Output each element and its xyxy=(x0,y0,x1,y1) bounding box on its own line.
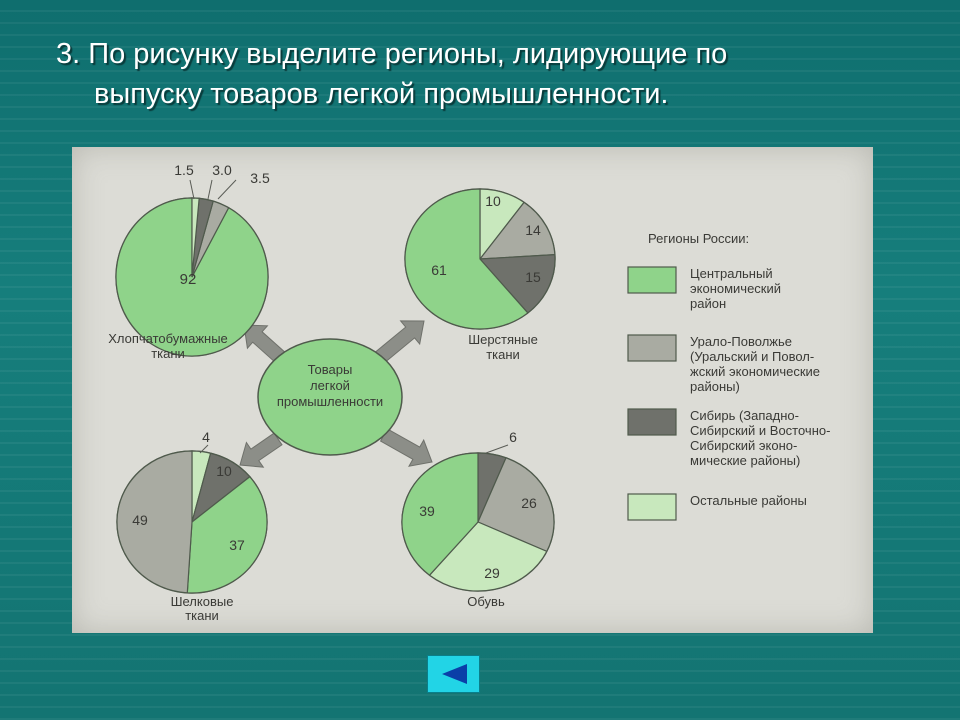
legend-item-4-line1: Остальные районы xyxy=(690,493,807,508)
center-node-label-line1: Товары xyxy=(307,362,353,377)
pie-1-leader-ural_volga xyxy=(218,180,236,199)
pie-4-label-other: 29 xyxy=(484,565,500,581)
pie-3-slice-ural_volga xyxy=(117,451,192,593)
center-node-label-line2: легкой xyxy=(310,378,350,393)
pie-4-title-line1: Обувь xyxy=(467,594,505,609)
legend-item-3-line1: Сибирь (Западно- xyxy=(690,408,799,423)
pie-2-label-ural_volga: 14 xyxy=(525,222,541,238)
pie-2-label-siberia: 15 xyxy=(525,269,541,285)
legend-swatch-3 xyxy=(628,409,676,435)
triangle-left-icon xyxy=(439,662,469,686)
legend-item-3-line4: мические районы) xyxy=(690,453,801,468)
pie-1-leader-other xyxy=(190,180,194,199)
pie-1-label-central: 92 xyxy=(179,271,197,288)
legend-title: Регионы России: xyxy=(648,231,750,246)
pie-4-leader-siberia xyxy=(486,445,508,453)
pie-3-label-ural_volga: 49 xyxy=(132,512,148,528)
pie-2-label-other: 10 xyxy=(485,193,501,209)
slide-title-line1: 3. По рисунку выделите регионы, лидирующие по xyxy=(56,38,728,70)
legend-item-1-line2: экономический xyxy=(690,281,782,296)
connector-arrow-4 xyxy=(381,429,432,466)
pie-2-title-line1: Шерстяные xyxy=(468,332,538,347)
pie-2-title-line2: ткани xyxy=(486,347,520,362)
center-node-label-line3: промышленности xyxy=(276,394,384,409)
legend-item-2-line1: Урало-Поволжье xyxy=(690,334,792,349)
pie-charts-svg xyxy=(72,147,873,633)
legend-item-1-line1: Центральный xyxy=(690,266,773,281)
pie-4-label-siberia: 6 xyxy=(509,429,517,445)
legend-item-3-line3: Сибирский эконо- xyxy=(690,438,798,453)
pie-3-label-siberia: 10 xyxy=(216,463,232,479)
legend-swatch-4 xyxy=(628,494,676,520)
legend-item-3-line2: Сибирский и Восточно- xyxy=(690,423,831,438)
pie-1-label-siberia: 3.0 xyxy=(212,162,232,178)
pie-3-label-central: 37 xyxy=(229,537,245,553)
pie-3-title-line2: ткани xyxy=(185,608,219,623)
slide-title xyxy=(56,34,916,114)
slide-title-line2: выпуску товаров легкой промышленности. xyxy=(94,78,669,110)
legend-swatch-2 xyxy=(628,335,676,361)
legend-item-2-line2: (Уральский и Повол- xyxy=(690,349,815,364)
pie-4-label-central: 39 xyxy=(419,503,435,519)
legend-item-1-line3: район xyxy=(690,296,727,311)
pie-4-label-ural_volga: 26 xyxy=(521,495,537,511)
pie-1-title-line1: Хлопчатобумажные xyxy=(108,331,228,346)
pie-1-label-other: 1.5 xyxy=(174,162,194,178)
pie-1-label-ural_volga: 3.5 xyxy=(250,170,270,186)
pie-1-title-line2: ткани xyxy=(151,346,185,361)
back-nav-button[interactable] xyxy=(427,655,480,693)
pie-1-leader-siberia xyxy=(208,180,212,199)
pie-3-label-other: 4 xyxy=(202,429,210,445)
pie-3-title-line1: Шелковые xyxy=(170,594,234,609)
legend-item-2-line3: жский экономические xyxy=(690,364,821,379)
pie-2-label-central: 61 xyxy=(431,262,447,278)
legend-swatch-1 xyxy=(628,267,676,293)
legend-item-2-line4: районы) xyxy=(690,379,740,394)
connector-arrow-3 xyxy=(240,433,282,467)
chart-figure xyxy=(72,147,873,633)
